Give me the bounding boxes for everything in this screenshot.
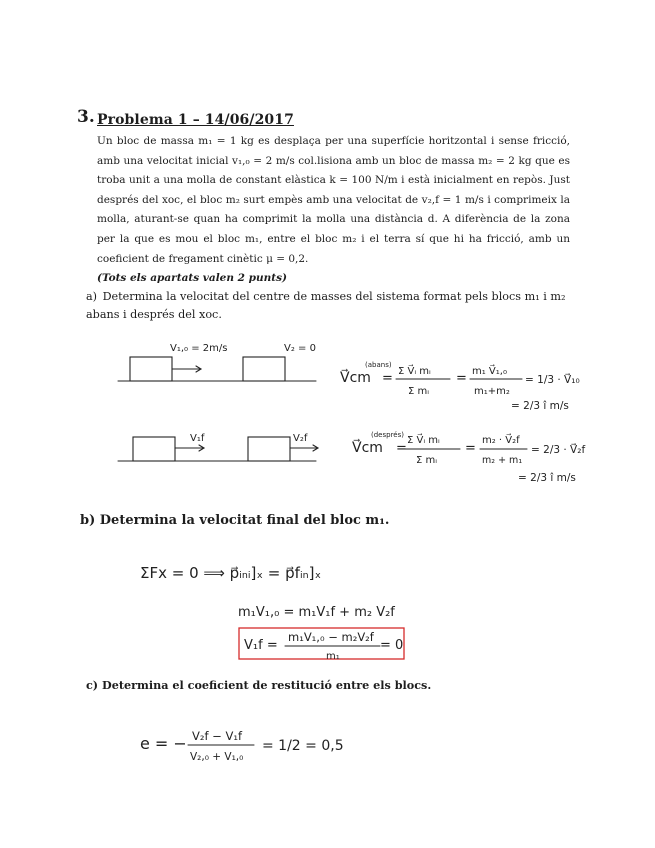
label-v2f: V₂f [293,433,308,444]
equation-vcm-after [352,431,585,484]
c-den: V₂,₀ + V₁,₀ [190,751,244,763]
b-conservation-line: m₁V₁,₀ = m₁V₁f + m₂ V₂f [238,605,395,620]
diagram-after [118,433,318,461]
question-c-label: c) [86,678,99,692]
b-result-value: = 0 [380,638,404,653]
solution-b [140,564,404,662]
question-a-label: a) [86,290,98,303]
diagram-before [118,343,316,381]
b-result-den: m₁ [326,651,340,662]
eq2-equals: = [396,441,407,456]
eq2-frac1-num: Σ V⃗ᵢ mᵢ [407,435,440,446]
eq1-frac1-den: Σ mᵢ [408,386,430,397]
label-v2: V₂ = 0 [284,343,316,354]
b-result-lhs: V₁f = [244,638,278,653]
eq1-equals2: = [456,371,467,386]
question-b-text: Determina la velocitat final del bloc m₁. [99,513,390,528]
label-v1f: V₁f [190,433,205,444]
question-c-text: Determina el coeficient de restitució entre els blocs. [102,678,432,692]
c-lhs: e = − [140,734,187,753]
eq1-result2: = 2/3 î m/s [511,400,569,412]
eq1-lhs: V⃗cm [340,370,371,386]
eq1-frac2-num: m₁ V⃗₁,₀ [472,366,507,377]
equation-vcm-before [340,361,580,412]
b-result-num: m₁V₁,₀ − m₂V₂f [288,630,374,644]
eq2-result1: = 2/3 · V⃗₂f [531,444,586,456]
question-b [80,513,389,528]
label-v10: V₁,₀ = 2m/s [170,343,228,354]
eq2-frac2-den: m₂ + m₁ [482,455,523,466]
eq2-frac2-num: m₂ · V⃗₂f [482,435,520,446]
eq1-equals: = [382,371,393,386]
c-num: V₂f − V₁f [192,729,242,743]
b-momentum-line: ΣFx = 0 ⟹ p⃗ᵢₙᵢ]ₓ = p⃗fᵢₙ]ₓ [140,564,322,582]
question-c [86,678,431,692]
eq2-lhs: V⃗cm [352,440,383,456]
eq2-superscript: (després) [371,431,404,439]
question-a-text: Determina la velocitat del centre de masses del sistema format pels blocs m₁ i m₂ abans i després del xoc. [86,290,566,321]
statement-text: Un bloc de massa m₁ = 1 kg es desplaça per una superfície horitzontal i sense fricció, amb una velocitat inicial v₁,₀ = 2 m/s col.lisiona amb un bloc de massa m₂ = 2 kg que es troba unit a una molla de constant elàstica k = 100 N/m i està inicialment en repòs. Just després del xoc, el bloc m₂ surt empès amb una velocitat de v₂,f = 1 m/s i comprimeix la molla, aturant-se quan ha comprimit la molla una distància d. A diferència de la zona per la que es mou el bloc m₁, entre el bloc m₂ i el terra sí que hi ha fricció, amb un coeficient de fregament cinètic μ = 0,2. [97,135,570,265]
eq1-frac2-den: m₁+m₂ [474,386,510,397]
c-result: = 1/2 = 0,5 [262,738,344,754]
question-b-label: b) [80,513,96,528]
eq2-equals2: = [465,441,476,456]
eq1-result1: = 1/3 · V⃗₁₀ [525,374,580,386]
eq1-frac1-num: Σ V⃗ᵢ mᵢ [398,366,431,377]
eq2-result2: = 2/3 î m/s [518,472,576,484]
problem-title: Problema 1 – 14/06/2017 [97,112,294,128]
eq1-superscript: (abans) [365,361,392,369]
problem-number: 3. [77,107,95,127]
solution-c [140,729,344,763]
eq2-frac1-den: Σ mᵢ [416,455,438,466]
points-note: (Tots els apartats valen 2 punts) [97,272,287,285]
